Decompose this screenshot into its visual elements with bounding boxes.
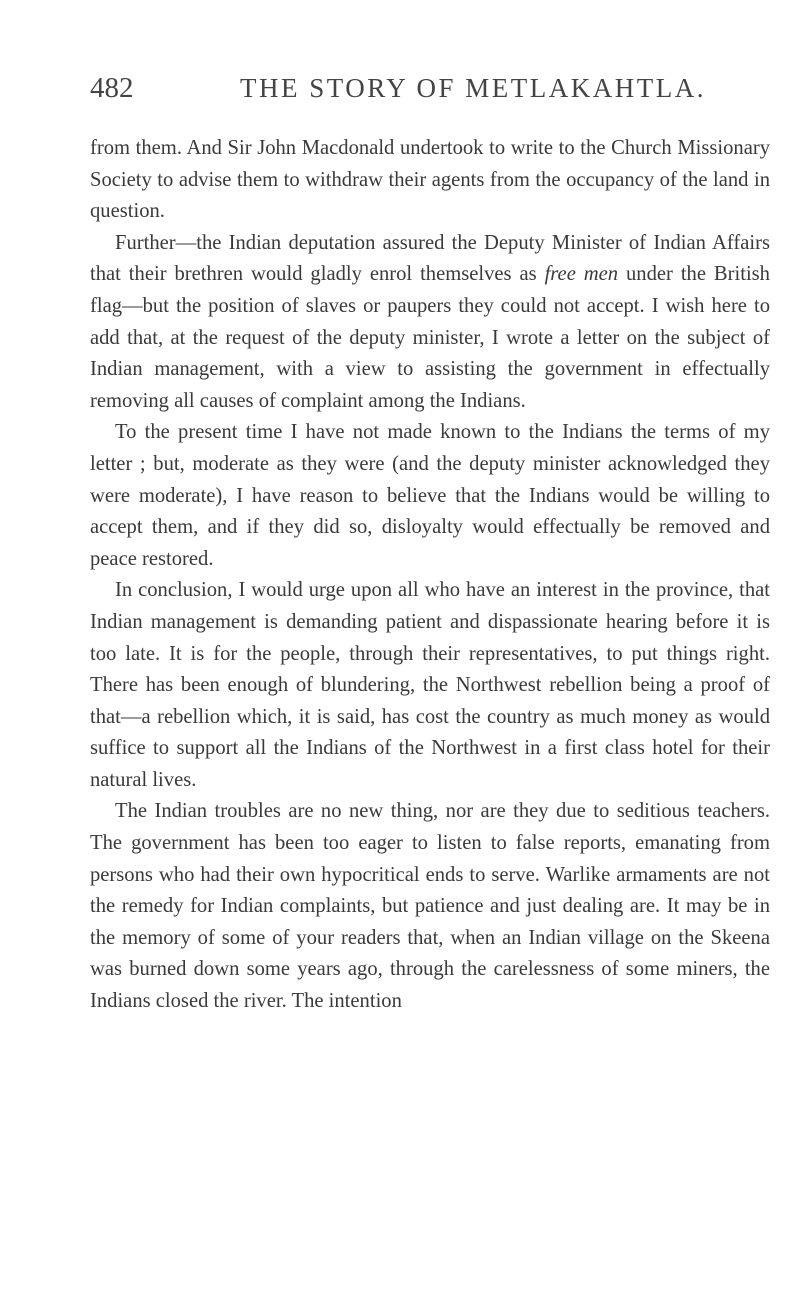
paragraph-continued — [90, 133, 770, 228]
paragraph-text: under the British flag—but the position of slaves or paupers they could not accept. I wish here to add that, at the request of the deputy minister, I wrote a letter on the subject of Indian management, with a view to assisting the government in effectually removing all causes of complaint among the Indians. — [90, 263, 770, 412]
italic-phrase: free men — [544, 263, 619, 286]
paragraph-indian-troubles — [90, 796, 770, 1017]
paragraph-text: In conclusion, I would urge upon all who have an interest in the province, that Indian management is demanding patient and dispassionate hearing before it is too late. It is for the people, through their representatives, to put things right. There has been enough of blundering, the Northwest rebellion being a proof of that—a rebellion which, it is said, has cost the country as much money as would suffice to support all the Indians of the Northwest in a first class hotel for their natural lives. — [90, 579, 770, 791]
paragraph-text: To the present time I have not made known to the Indians the terms of my letter ; but, moderate as they were (and the deputy minister acknowledged they were moderate), I have reason to believe that the Indians would be willing to accept them, and if they did so, disloyalty would effectually be removed and peace restored. — [90, 421, 770, 570]
running-head — [90, 72, 770, 112]
book-page — [90, 72, 770, 1018]
body-text — [90, 133, 770, 1018]
paragraph-text: Further—the Indian deputation assured the Deputy Minister of Indian Affairs that their brethren would gladly enrol themselves as — [90, 231, 770, 286]
running-title: THE STORY OF METLAKAHTLA. — [240, 73, 706, 103]
page-number: 482 — [90, 72, 134, 104]
paragraph-text: The Indian troubles are no new thing, nor are they due to seditious teachers. The government has been too eager to listen to false reports, emanating from persons who had their own hypocritical ends to serve. Warlike armaments are not the remedy for Indian complaints, but patience and just dealing are. It may be in the memory of some of your readers that, when an Indian village on the Skeena was burned down some years ago, through the carelessness of some miners, the Indians closed the river. The intention — [90, 800, 770, 1013]
paragraph-conclusion — [90, 575, 770, 796]
paragraph-text: from them. And Sir John Macdonald undertook to write to the Church Missionary Society to advise them to withdraw their agents from the occupancy of the land in question. — [90, 137, 770, 223]
paragraph-letter-terms — [90, 417, 770, 575]
paragraph-deputation — [90, 228, 770, 418]
